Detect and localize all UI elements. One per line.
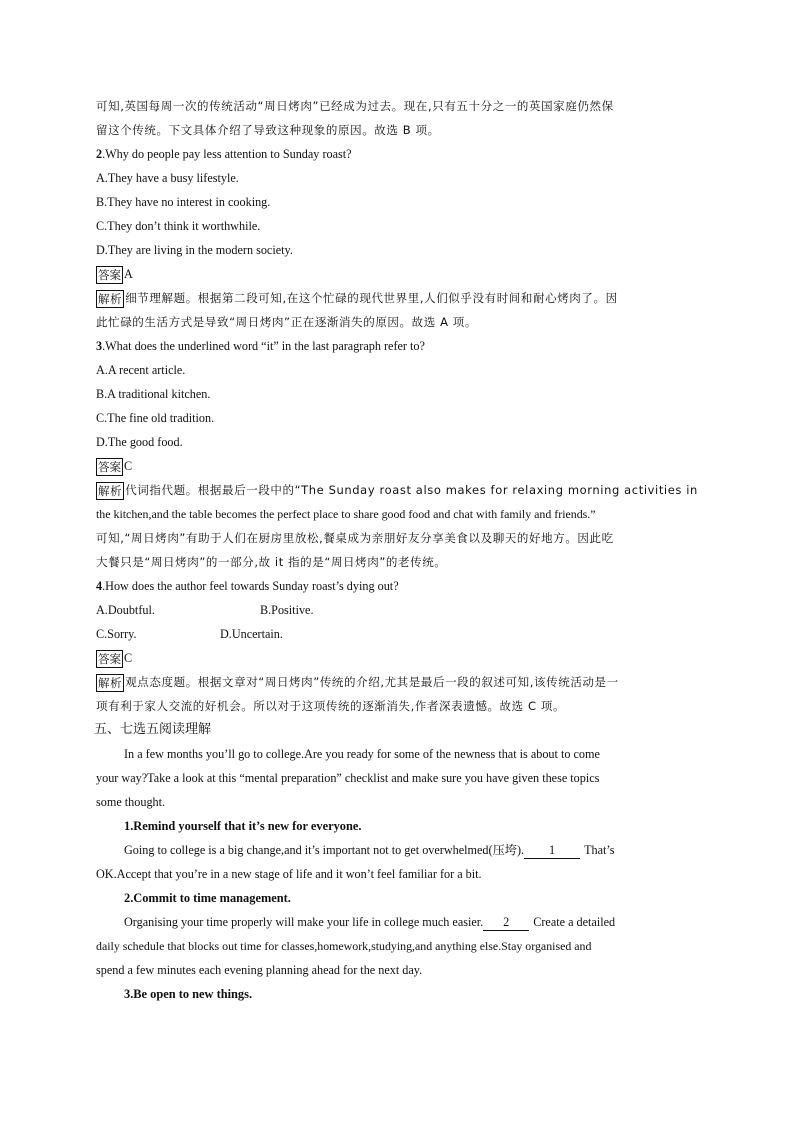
question-2	[96, 142, 700, 166]
paragraph-line	[96, 910, 700, 934]
subheading: 2.Commit to time management.	[124, 891, 291, 905]
option-d: D.The good food.	[96, 435, 183, 449]
question-4	[96, 574, 700, 598]
answer-label: 答案	[98, 652, 121, 667]
paragraph-line: spend a few minutes each evening planning ahead for the next day.	[96, 963, 423, 977]
options-row	[96, 622, 700, 646]
options-row	[96, 598, 700, 622]
option-a: A.Doubtful.	[96, 603, 155, 617]
option-c: C.The fine old tradition.	[96, 411, 215, 425]
question-number: 4	[96, 579, 103, 593]
answer-label: 答案	[98, 460, 121, 475]
option-b: B.They have no interest in cooking.	[96, 195, 271, 209]
question-3	[96, 334, 700, 358]
option-d: D.Uncertain.	[220, 627, 283, 641]
answer-row	[96, 646, 700, 670]
document-content	[96, 94, 700, 1006]
blank-2	[483, 914, 529, 931]
question-text: .What does the underlined word “it” in the last paragraph refer to?	[102, 339, 425, 353]
paragraph-text: Create a detailed	[533, 915, 616, 929]
question-number: 2	[96, 147, 103, 161]
answer-row	[96, 262, 700, 286]
answer-value: A	[124, 267, 133, 281]
subheading: 3.Be open to new things.	[124, 987, 253, 1001]
blank-number: 1	[549, 843, 556, 857]
paragraph-line: some thought.	[96, 795, 166, 809]
analysis-row	[96, 670, 700, 694]
answer-value: C	[124, 459, 133, 473]
paragraph-line: In a few months you’ll go to college.Are you ready for some of the newness that is about to come	[124, 747, 600, 761]
question-text: .Why do people pay less attention to Sunday roast?	[102, 147, 352, 161]
analysis-text: 细节理解题。根据第二段可知,在这个忙碌的现代世界里,人们似乎没有时间和耐心烤肉了。因	[125, 291, 618, 305]
paragraph-line: OK.Accept that you’re in a new stage of life and it won’t feel familiar for a bit.	[96, 867, 482, 881]
paragraph-line	[96, 838, 700, 862]
analysis-row	[96, 478, 700, 502]
option-b: B.A traditional kitchen.	[96, 387, 211, 401]
section-title: 五、七选五阅读理解	[94, 722, 212, 737]
intro-line: 可知,英国每周一次的传统活动“周日烤肉”已经成为过去。现在,只有五十分之一的英国家庭仍然保	[96, 99, 614, 113]
analysis-text: 大餐只是“周日烤肉”的一部分,故 it 指的是“周日烤肉”的老传统。	[96, 555, 447, 569]
intro-line: 留这个传统。下文具体介绍了导致这种现象的原因。故选 B 项。	[96, 123, 440, 137]
analysis-label: 解析	[98, 675, 123, 690]
option-b: B.Positive.	[260, 603, 314, 617]
analysis-text: 可知,“周日烤肉”有助于人们在厨房里放松,餐桌成为亲朋好友分享美食以及聊天的好地方。因此吃	[96, 531, 614, 545]
blank-1	[524, 842, 580, 859]
answer-label: 答案	[98, 268, 121, 283]
analysis-text: 此忙碌的生活方式是导致“周日烤肉”正在逐渐消失的原因。故选 A 项。	[96, 315, 477, 329]
analysis-text: 观点态度题。根据文章对“周日烤肉”传统的介绍,尤其是最后一段的叙述可知,该传统活动是一	[125, 675, 619, 689]
analysis-text: 代词指代题。根据最后一段中的“The Sunday roast also makes for relaxing morning activities in	[125, 483, 698, 497]
option-c: C.Sorry.	[96, 627, 137, 641]
analysis-text: 项有利于家人交流的好机会。所以对于这项传统的逐渐消失,作者深表遗憾。故选 C 项。	[96, 699, 566, 713]
paragraph-text: That’s	[584, 843, 615, 857]
subheading: 1.Remind yourself that it’s new for everyone.	[124, 819, 362, 833]
option-a: A.A recent article.	[96, 363, 186, 377]
paragraph-text: Organising your time properly will make your life in college much easier.	[124, 915, 484, 929]
answer-row	[96, 454, 700, 478]
paragraph-text: Going to college is a big change,and it’s important not to get overwhelmed(压垮).	[124, 843, 525, 857]
analysis-label: 解析	[98, 483, 123, 498]
blank-number: 2	[503, 915, 510, 929]
question-text: .How does the author feel towards Sunday roast’s dying out?	[102, 579, 399, 593]
paragraph-line: your way?Take a look at this “mental preparation” checklist and make sure you have given these topics	[96, 771, 600, 785]
question-number: 3	[96, 339, 103, 353]
analysis-text: the kitchen,and the table becomes the perfect place to share good food and chat with family and friends.”	[96, 507, 596, 521]
analysis-label: 解析	[98, 291, 123, 306]
option-c: C.They don’t think it worthwhile.	[96, 219, 261, 233]
paragraph-line: daily schedule that blocks out time for classes,homework,studying,and anything else.Stay organised and	[96, 939, 592, 953]
option-d: D.They are living in the modern society.	[96, 243, 293, 257]
option-a: A.They have a busy lifestyle.	[96, 171, 239, 185]
answer-value: C	[124, 651, 133, 665]
analysis-row	[96, 286, 700, 310]
